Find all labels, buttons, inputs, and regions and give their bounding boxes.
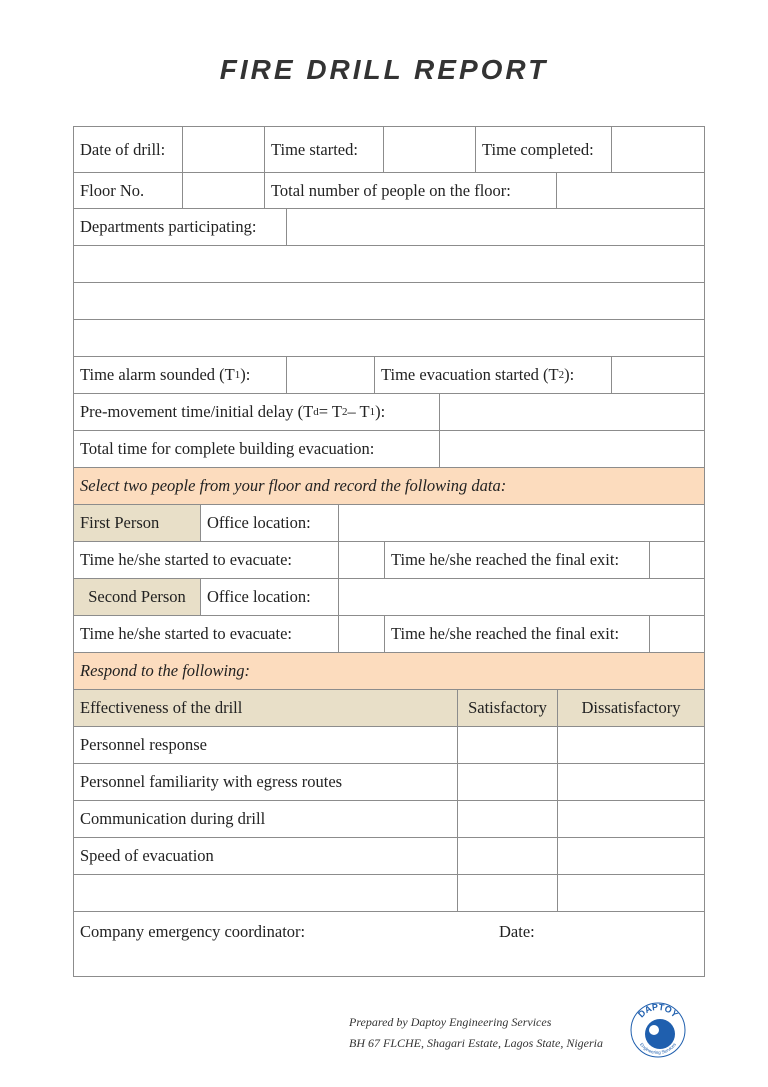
- row-blank: [73, 319, 705, 356]
- effectiveness-item-label: Communication during drill: [74, 801, 458, 837]
- first-reached-field[interactable]: [650, 542, 705, 578]
- subscript: d: [313, 406, 319, 418]
- subscript: 1: [369, 406, 376, 418]
- departments-label: Departments participating:: [74, 209, 287, 245]
- second-started-label: Time he/she started to evacuate:: [74, 616, 339, 652]
- blank-field[interactable]: [74, 320, 705, 356]
- row-effectiveness-header: [73, 689, 705, 726]
- time-completed-field[interactable]: [612, 127, 705, 172]
- satisfactory-checkbox[interactable]: [458, 838, 558, 874]
- satisfactory-checkbox[interactable]: [458, 727, 558, 763]
- row-section-respond: [73, 652, 705, 689]
- label-text: ):: [564, 365, 575, 384]
- coordinator-field[interactable]: [74, 912, 705, 976]
- row-alarm: [73, 356, 705, 393]
- first-office-field[interactable]: [339, 505, 705, 541]
- subscript: 2: [341, 406, 348, 418]
- second-person-label: Second Person: [74, 579, 201, 615]
- effectiveness-row: [73, 837, 705, 874]
- time-alarm-field[interactable]: [287, 357, 375, 393]
- row-coordinator: [73, 911, 705, 977]
- row-premovement: [73, 393, 705, 430]
- label-text: ):: [240, 365, 251, 384]
- footer-prepared-by: Prepared by Daptoy Engineering Services: [349, 1015, 552, 1029]
- time-evac-field[interactable]: [612, 357, 705, 393]
- row-second-person: [73, 578, 705, 615]
- daptoy-logo: [630, 1002, 686, 1058]
- time-evac-label: [375, 357, 612, 393]
- logo-subtext-path: Engineering Services: [638, 1041, 678, 1056]
- second-office-label: Office location:: [201, 579, 339, 615]
- effectiveness-header: Effectiveness of the drill: [74, 690, 458, 726]
- label-text: ):: [375, 402, 386, 421]
- effectiveness-row: [73, 763, 705, 800]
- row-total-time: [73, 430, 705, 467]
- floor-no-label: Floor No.: [74, 173, 183, 208]
- effectiveness-item-label: Personnel response: [74, 727, 458, 763]
- fire-drill-form: [73, 126, 705, 977]
- total-time-field[interactable]: [440, 431, 705, 467]
- effectiveness-item-field[interactable]: [74, 875, 458, 911]
- effectiveness-item-label: Personnel familiarity with egress routes: [74, 764, 458, 800]
- first-office-label: Office location:: [201, 505, 339, 541]
- dissatisfactory-header: Dissatisfactory: [558, 690, 705, 726]
- subscript: 1: [234, 369, 241, 381]
- row-first-times: [73, 541, 705, 578]
- dissatisfactory-checkbox[interactable]: [558, 875, 705, 911]
- logo-globe: [645, 1019, 675, 1049]
- row-section-select: [73, 467, 705, 504]
- label-text: Time evacuation started (T: [381, 365, 559, 384]
- label-text: Pre-movement time/initial delay (T: [80, 402, 314, 421]
- row-second-times: [73, 615, 705, 652]
- first-person-label: First Person: [74, 505, 201, 541]
- time-started-label: Time started:: [265, 127, 384, 172]
- blank-field[interactable]: [74, 283, 705, 319]
- dissatisfactory-checkbox[interactable]: [558, 801, 705, 837]
- row-floor: [73, 172, 705, 208]
- page-title: FIRE DRILL REPORT: [219, 54, 549, 85]
- effectiveness-row: [73, 800, 705, 837]
- total-time-label: Total time for complete building evacuation:: [74, 431, 440, 467]
- satisfactory-checkbox[interactable]: [458, 801, 558, 837]
- row-blank: [73, 245, 705, 282]
- floor-no-field[interactable]: [183, 173, 265, 208]
- premovement-field[interactable]: [440, 394, 705, 430]
- row-blank: [73, 282, 705, 319]
- date-of-drill-label: Date of drill:: [74, 127, 183, 172]
- time-alarm-label: [74, 357, 287, 393]
- date-of-drill-field[interactable]: [183, 127, 265, 172]
- dissatisfactory-checkbox[interactable]: [558, 727, 705, 763]
- label-text: – T: [347, 402, 370, 421]
- premovement-label: [74, 394, 440, 430]
- section-select-heading: Select two people from your floor and record the following data:: [74, 468, 705, 504]
- row-first-person: [73, 504, 705, 541]
- second-started-field[interactable]: [339, 616, 385, 652]
- label-text: = T: [318, 402, 342, 421]
- effectiveness-item-label: Speed of evacuation: [74, 838, 458, 874]
- row-departments: [73, 208, 705, 245]
- first-started-field[interactable]: [339, 542, 385, 578]
- dissatisfactory-checkbox[interactable]: [558, 764, 705, 800]
- satisfactory-checkbox[interactable]: [458, 764, 558, 800]
- second-reached-label: Time he/she reached the final exit:: [385, 616, 650, 652]
- time-started-field[interactable]: [384, 127, 476, 172]
- subscript: 2: [558, 369, 565, 381]
- departments-field[interactable]: [287, 209, 705, 245]
- second-office-field[interactable]: [339, 579, 705, 615]
- first-reached-label: Time he/she reached the final exit:: [385, 542, 650, 578]
- effectiveness-row: [73, 726, 705, 763]
- total-people-field[interactable]: [557, 173, 705, 208]
- time-completed-label: Time completed:: [476, 127, 612, 172]
- second-reached-field[interactable]: [650, 616, 705, 652]
- satisfactory-header: Satisfactory: [458, 690, 558, 726]
- blank-field[interactable]: [74, 246, 705, 282]
- label-text: Time alarm sounded (T: [80, 365, 235, 384]
- coordinator-label: Company emergency coordinator:: [80, 922, 306, 941]
- total-people-label: Total number of people on the floor:: [265, 173, 557, 208]
- satisfactory-checkbox[interactable]: [458, 875, 558, 911]
- logo-wordmark-path: DAPTOY: [636, 1002, 680, 1020]
- dissatisfactory-checkbox[interactable]: [558, 838, 705, 874]
- logo-highlight: [649, 1025, 659, 1035]
- footer-address: BH 67 FLCHE, Shagari Estate, Lagos State, Nigeria: [349, 1036, 604, 1050]
- section-respond-heading: Respond to the following:: [74, 653, 705, 689]
- first-started-label: Time he/she started to evacuate:: [74, 542, 339, 578]
- date-label: Date:: [499, 922, 535, 941]
- effectiveness-row-blank: [73, 874, 705, 911]
- row-drill-times: [73, 126, 705, 172]
